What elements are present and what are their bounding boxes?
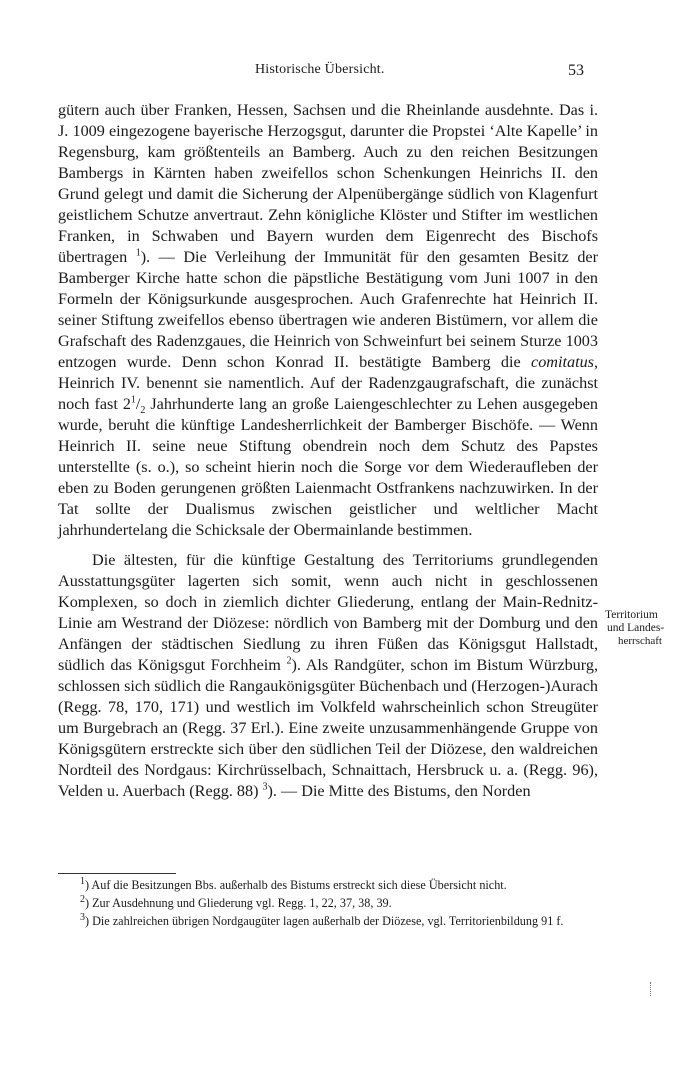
footnote-divider bbox=[58, 873, 176, 874]
margin-note-line-1: Territorium bbox=[605, 609, 658, 621]
paragraph-1-text-a: gütern auch über Franken, Hessen, Sachsen und die Rheinlande ausdehnte. Das i. J. 1009 eingezogene bayerische Herzogsgut, darunter die Propstei ‘Alte Kapelle’ in Regensburg, kam größtenteils an Bamberg. Auch zu den reichen Besitzungen Bambergs in Kärnten haben zweifellos schon Schenkungen Heinrichs II. den Grund gelegt und damit die Sicherung der Alpenübergänge südlich von Klagenfurt geistlichem Schutze anvertraut. Zehn königliche Klöster und Stifter im westlichen Franken, in Schwaben und Bayern wurden dem Eigenrecht des Bischofs übertragen bbox=[58, 101, 598, 266]
fraction-numerator: 1 bbox=[130, 394, 136, 406]
paragraph-2-text-b: ). Als Randgüter, schon im Bistum Würzburg, schlossen sich südlich die Rangaukönigsgüter Büchenbach und (Herzogen-)Aurach (Regg. 78, 170, 171) und westlich im Volkfeld wahrscheinlich schon Streugüter um Burgebrach an (Regg. 37 Erl.). Eine zweite unzusammenhängende Gruppe von Königsgütern erstreckte sich über den südlichen Teil der Diözese, den waldreichen Nordteil des Nordgaus: Kirchrüsselbach, Schnaittach, Hersbruck u. a. (Regg. 96), Velden u. Auerbach (Regg. 88) bbox=[58, 656, 598, 800]
comitatus-term: comitatus bbox=[531, 353, 594, 371]
footnote-3-marker: 3 bbox=[80, 911, 85, 923]
page-number: 53 bbox=[568, 62, 584, 79]
footnote-2-marker: 2 bbox=[80, 893, 85, 905]
margin-note-line-2: und Landes- bbox=[607, 622, 665, 634]
paragraph-1-text-c: , Heinrich IV. benennt sie namentlich. Auf der Radenzgaugrafschaft, die zunächst noch fast bbox=[58, 353, 599, 413]
main-text bbox=[58, 100, 598, 802]
footnote-1 bbox=[58, 877, 598, 893]
footnote-ref-2: 2 bbox=[286, 655, 292, 667]
paragraph-2-text-c: ). — Die Mitte des Bistums, den Norden bbox=[267, 782, 531, 800]
footnote-ref-1: 1 bbox=[135, 247, 141, 259]
paragraph-1-text-d: Jahrhunderte lang an große Laiengeschlechter zu Lehen ausgegeben wurde, beruht die künftige Landesherrlichkeit der Bamberger Bischöfe. — Wenn Heinrich II. seine neue Stiftung obendrein noch dem Schutz des Papstes unterstellte (s. o.), so scheint hierin noch die Sorge vor dem Wiederaufleben der eben zu Boden gerungenen größten Laienmacht Ostfrankens nachzuwirken. In der Tat sollte der Dualismus zwischen geistlicher und weltlicher Macht jahrhundertelang die Schicksale der Obermainlande bestimmen. bbox=[58, 395, 599, 539]
footnote-ref-3: 3 bbox=[262, 781, 268, 793]
footnote-2-text: ) Zur Ausdehnung und Gliederung vgl. Regg. 1, 22, 37, 38, 39. bbox=[85, 896, 392, 910]
paragraph-1-text-b: ). — Die Verleihung der Immunität für den gesamten Besitz der Bamberger Kirche hatte schon die päpstliche Bestätigung vom Juni 1007 in den Formeln der Königsurkunde ausgesprochen. Auch Grafenrechte hat Heinrich II. seiner Stiftung zweifellos ebenso übertragen wie anderen Bistümern, vor allem die Grafschaft des Radenzgaues, die Heinrich von Schweinfurt bei seinem Sturze 1003 entzogen wurde. Denn schon Konrad II. bestätigte Bamberg die bbox=[58, 248, 599, 371]
fraction-denominator: 2 bbox=[140, 405, 146, 417]
footnote-1-text: ) Auf die Besitzungen Bbs. außerhalb des Bistums erstreckt sich diese Übersicht nicht. bbox=[85, 878, 507, 892]
margin-note bbox=[605, 609, 700, 648]
paragraph-1 bbox=[58, 100, 598, 541]
paragraph-2 bbox=[58, 550, 598, 802]
page-header bbox=[0, 62, 700, 82]
footnote-2 bbox=[58, 895, 598, 911]
footnote-3-text: ) Die zahlreichen übrigen Nordgaugüter lagen außerhalb der Diözese, vgl. Territorienbildung 91 f. bbox=[85, 914, 564, 928]
footnote-3 bbox=[58, 913, 598, 929]
fraction-two-and-half: $2^1/_2$ bbox=[122, 394, 146, 417]
running-head: Historische Übersicht. bbox=[255, 62, 385, 77]
paragraph-2-text-a: Die ältesten, für die künftige Gestaltung des Territoriums grundlegenden Ausstattungsgüter lagerten sich somit, wenn auch nicht in geschlossenen Komplexen, so doch in ziemlich dichter Gliederung, entlang der Main-Rednitz-Linie am Westrand der Diözese: nördlich von Bamberg mit der Domburg und den Anfängen der städtischen Siedlung zu ihren Füßen das Königsgut Hallstadt, südlich das Königsgut Forchheim bbox=[58, 551, 598, 674]
footnotes bbox=[58, 877, 598, 931]
fraction-whole: 2 bbox=[122, 396, 131, 413]
footnote-1-marker: 1 bbox=[80, 875, 85, 887]
page-speck bbox=[650, 982, 653, 996]
margin-note-line-3: herrschaft bbox=[618, 635, 662, 647]
